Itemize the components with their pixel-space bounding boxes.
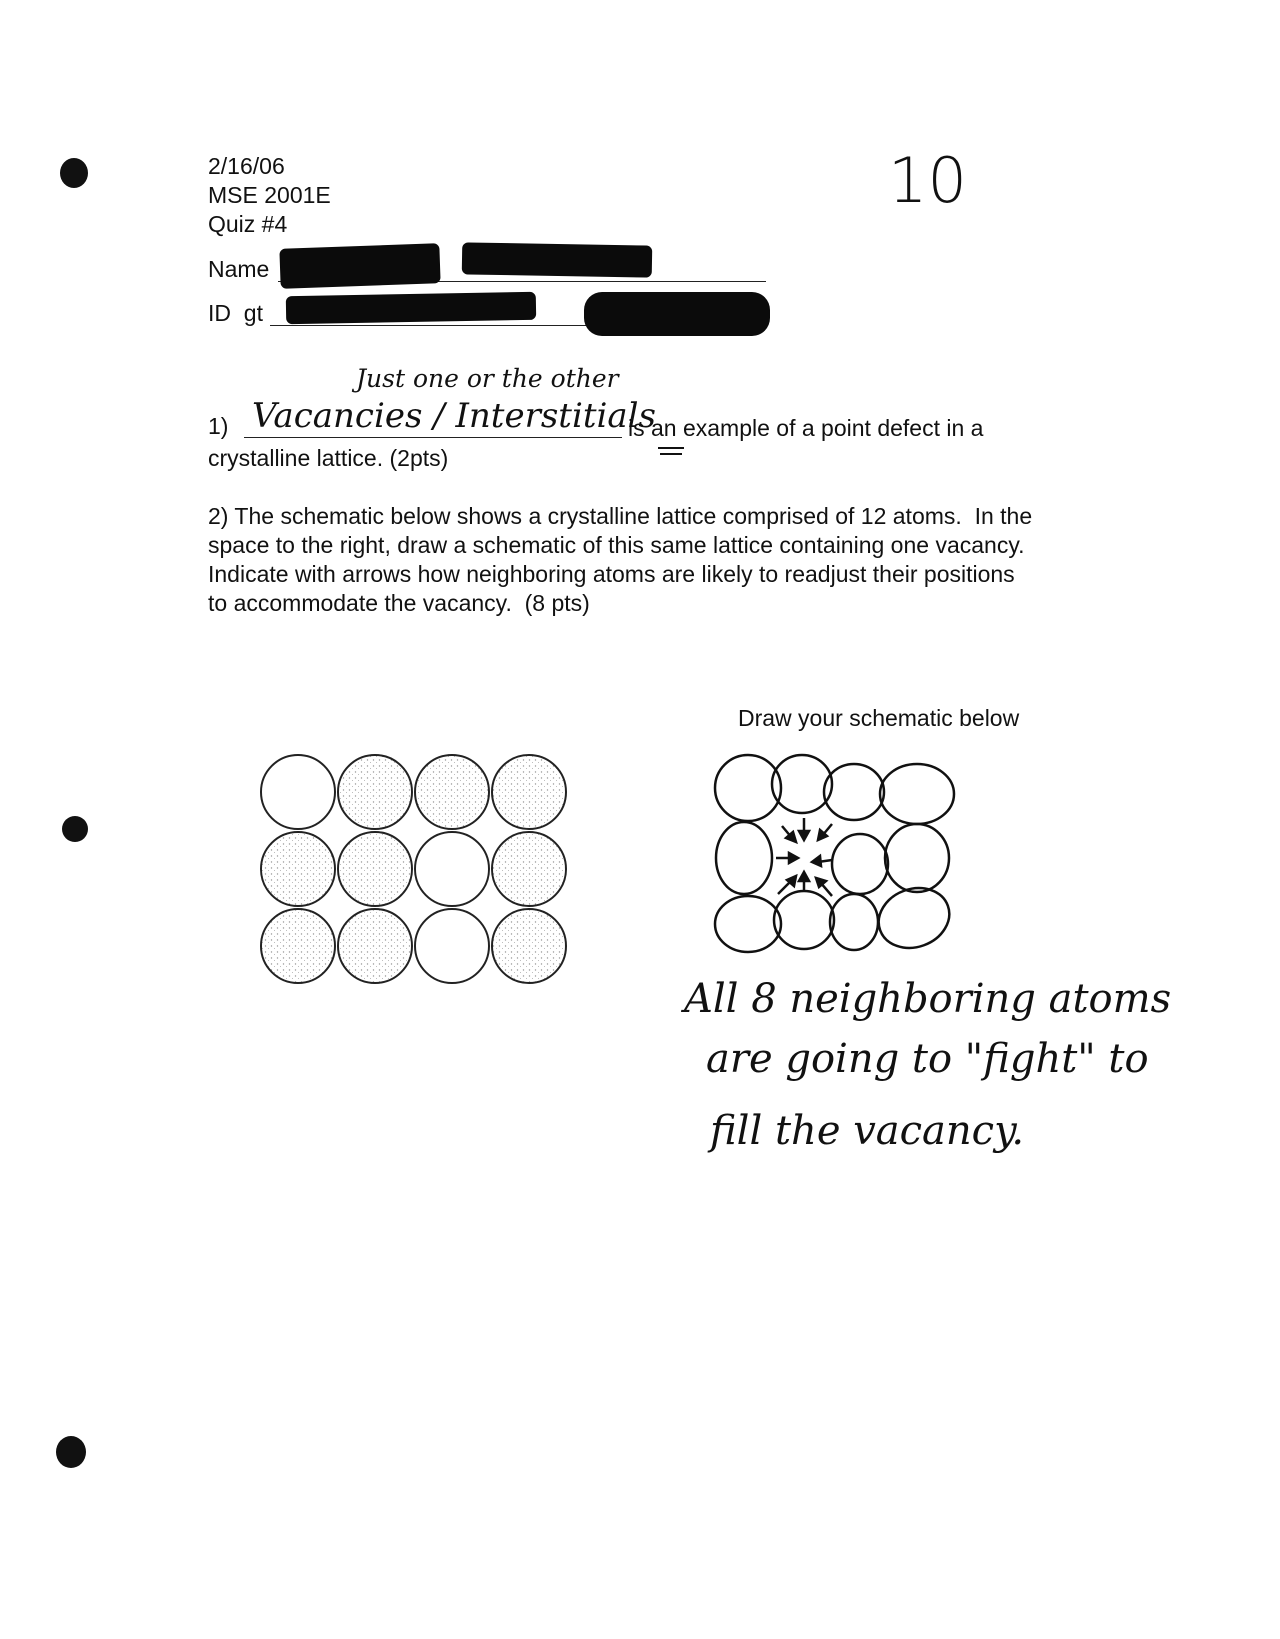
id-redaction-2	[584, 292, 770, 336]
answer-line-2: are going to "fight" to	[706, 1036, 1149, 1082]
atom	[415, 832, 489, 906]
id-label: ID gt	[208, 300, 263, 326]
atom	[338, 909, 412, 983]
atom	[338, 832, 412, 906]
sketch-atom	[832, 834, 888, 894]
answer-line-3: fill the vacancy.	[710, 1108, 1025, 1154]
sketch-atom	[716, 822, 772, 894]
atom	[261, 755, 335, 829]
q1-text-line2: crystalline lattice. (2pts)	[208, 445, 449, 471]
given-lattice-diagram	[258, 752, 576, 988]
atom	[492, 909, 566, 983]
q1-answer-line	[244, 437, 622, 438]
q2-line-4: to accommodate the vacancy. (8 pts)	[208, 590, 590, 616]
q1-underline-mark-2	[660, 453, 682, 455]
id-redaction	[286, 292, 536, 324]
q1-handwritten-note: Just one or the other	[356, 364, 619, 393]
name-label: Name	[208, 256, 270, 282]
q1-number: 1)	[208, 413, 229, 439]
q1-handwritten-answer: Vacancies / Interstitials	[252, 396, 656, 436]
course-code: MSE 2001E	[208, 182, 331, 208]
quiz-date: 2/16/06	[208, 153, 285, 179]
sketch-atom	[774, 891, 834, 949]
atom	[261, 909, 335, 983]
draw-label: Draw your schematic below	[738, 705, 1020, 731]
name-redaction	[279, 243, 440, 289]
atom	[492, 755, 566, 829]
atom	[415, 909, 489, 983]
atom	[261, 832, 335, 906]
atom	[492, 832, 566, 906]
sketch-atom	[824, 764, 884, 820]
atom	[415, 755, 489, 829]
sketch-atom	[715, 896, 781, 952]
sketch-atom	[885, 824, 949, 892]
q1-underline-mark	[658, 447, 684, 449]
q2-line-3: Indicate with arrows how neighboring atoms are likely to readjust their positions	[208, 561, 1015, 587]
sketch-atom	[870, 878, 957, 957]
punch-hole-middle	[62, 816, 88, 842]
q1-text: is an example of a point defect in a	[628, 415, 984, 441]
name-redaction-2	[462, 242, 653, 277]
sketch-atom	[830, 894, 878, 950]
punch-hole-bottom	[56, 1436, 86, 1468]
punch-hole-top	[60, 158, 88, 188]
answer-line-1: All 8 neighboring atoms	[684, 976, 1172, 1022]
atom	[338, 755, 412, 829]
q2-line-2: space to the right, draw a schematic of this same lattice containing one vacancy.	[208, 532, 1025, 558]
student-vacancy-sketch	[712, 754, 972, 954]
sketch-atom	[880, 764, 954, 824]
q2-line-1: 2) The schematic below shows a crystalline lattice comprised of 12 atoms. In the	[208, 503, 1033, 529]
quiz-number: Quiz #4	[208, 211, 288, 237]
score-mark: 10	[888, 144, 967, 217]
